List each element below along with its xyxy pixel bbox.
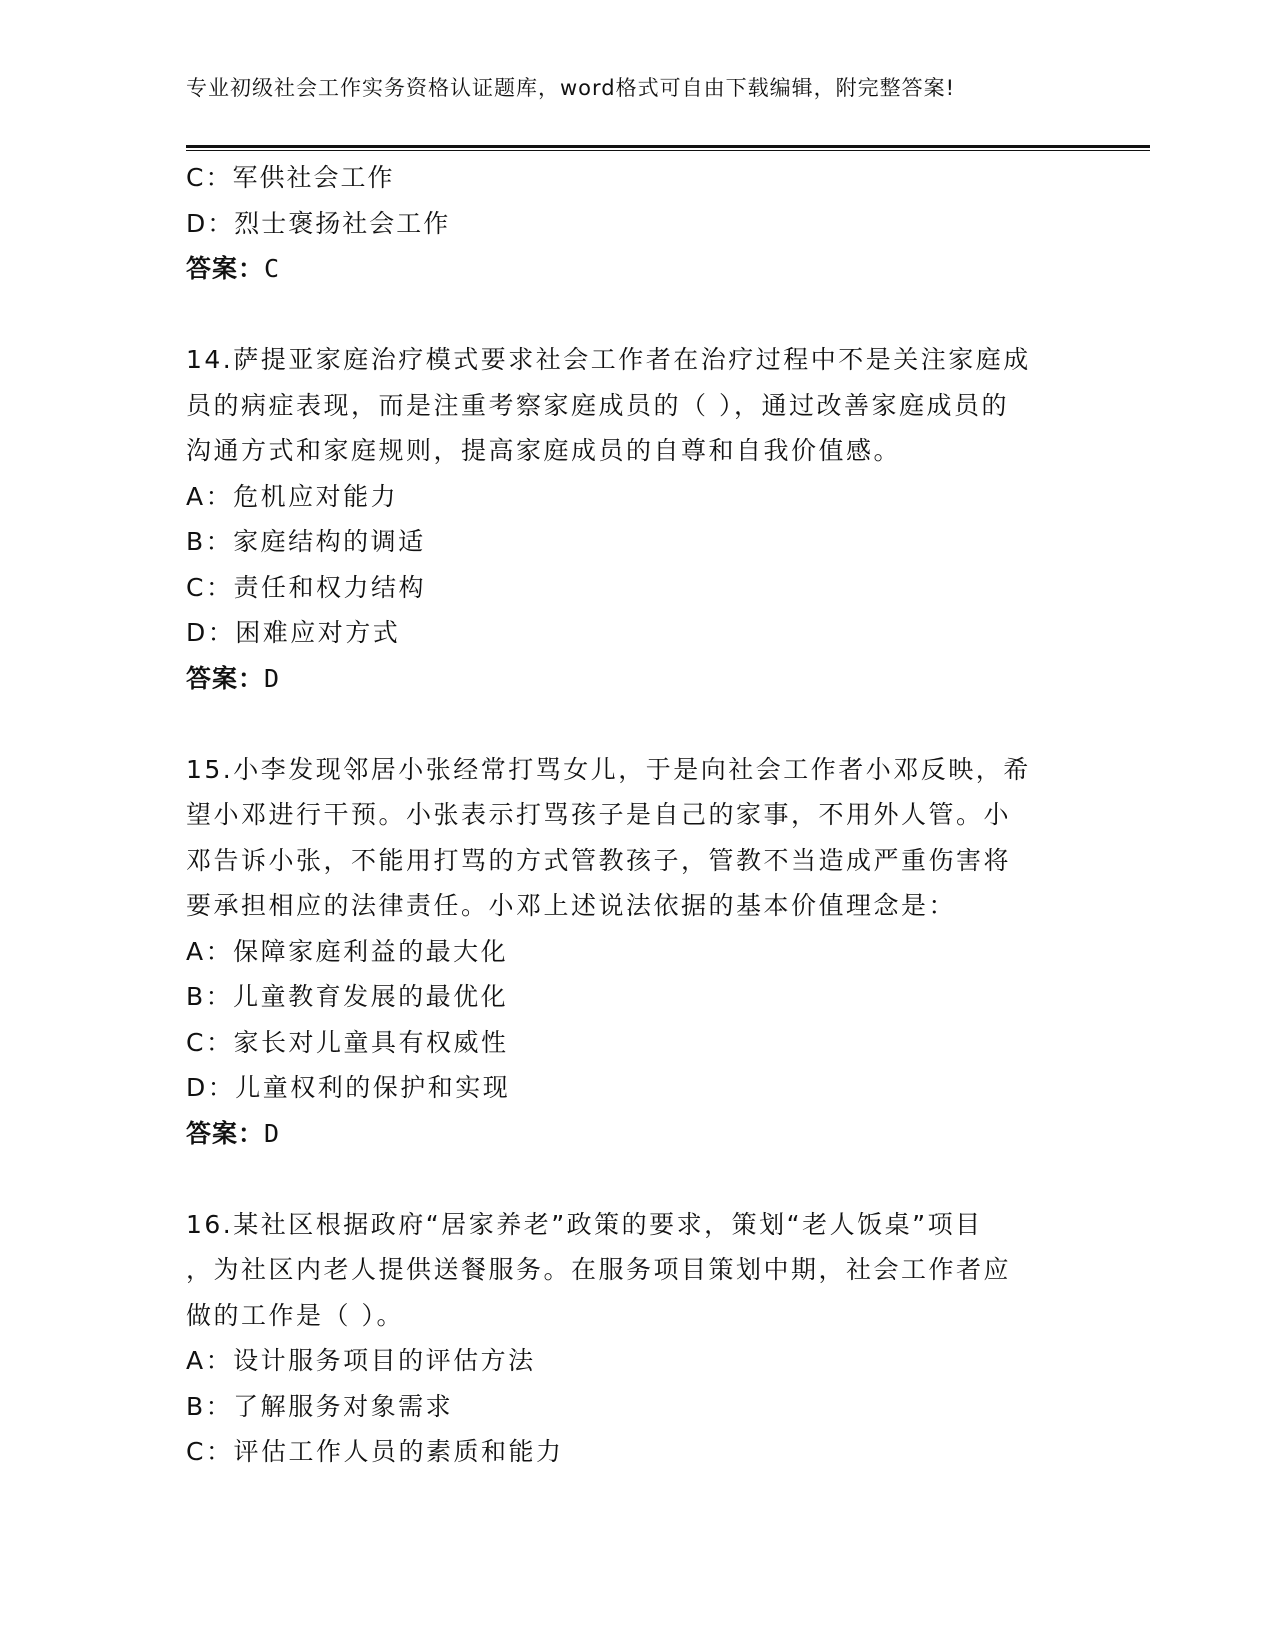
answer-value: D [264,663,281,693]
question-stem-line: ，为社区内老人提供送餐服务。在服务项目策划中期，社会工作者应 [186,1255,1012,1284]
question-stem-line: 14.萨提亚家庭治疗模式要求社会工作者在治疗过程中不是关注家庭成 [186,345,1031,374]
question-stem-line: 要承担相应的法律责任。小邓上述说法依据的基本价值理念是： [186,891,957,920]
option-a: A：设计服务项目的评估方法 [186,1346,536,1375]
question-16 [186,1202,1086,1475]
option-c: C：家长对儿童具有权威性 [186,1027,509,1057]
option-d: D：儿童权利的保护和实现 [186,1073,511,1102]
option-a: A：危机应对能力 [186,481,399,511]
option-d: D：困难应对方式 [186,618,401,647]
answer-value: C [264,254,281,283]
question-stem-line: 员的病症表现，而是注重考察家庭成员的（ ），通过改善家庭成员的 [186,390,1009,420]
answer-line [186,1111,1086,1157]
option-c: C：责任和权力结构 [186,572,426,602]
option-b: B：儿童教育发展的最优化 [186,982,509,1011]
spacer [186,292,1086,337]
answer-line [186,246,1086,292]
option-b: B：了解服务对象需求 [186,1391,454,1421]
option-b: B：家庭结构的调适 [186,527,426,556]
header-rule-thin [186,150,1150,151]
header-rule-thick [186,145,1150,148]
question-stem-line: 15.小李发现邻居小张经常打骂女儿，于是向社会工作者小邓反映，希 [186,754,1031,784]
question-stem-line: 沟通方式和家庭规则，提高家庭成员的自尊和自我价值感。 [186,436,902,465]
answer-label: 答案： [186,663,265,693]
spacer [186,702,1086,747]
answer-label: 答案： [186,1118,265,1148]
question-list [186,155,1086,1475]
option-d: D：烈士褒扬社会工作 [186,208,451,238]
question-13-continuation [186,155,1086,292]
option-c: C：评估工作人员的素质和能力 [186,1437,564,1466]
question-15 [186,747,1086,1157]
question-stem-line: 望小邓进行干预。小张表示打骂孩子是自己的家事，不用外人管。小 [186,800,1012,829]
question-stem-line: 16.某社区根据政府“居家养老”政策的要求，策划“老人饭桌”项目 [186,1209,983,1239]
question-14 [186,337,1086,702]
spacer [186,1157,1086,1202]
option-c: C：军供社会工作 [186,163,395,192]
answer-line [186,656,1086,702]
page-header: 专业初级社会工作实务资格认证题库，word格式可自由下载编辑，附完整答案! [186,76,956,100]
option-a: A：保障家庭利益的最大化 [186,936,509,966]
question-stem-line: 邓告诉小张，不能用打骂的方式管教孩子，管教不当造成严重伤害将 [186,845,1012,875]
answer-value: D [264,1118,281,1148]
question-stem-line: 做的工作是（ ）。 [186,1300,404,1330]
answer-label: 答案： [186,254,265,283]
